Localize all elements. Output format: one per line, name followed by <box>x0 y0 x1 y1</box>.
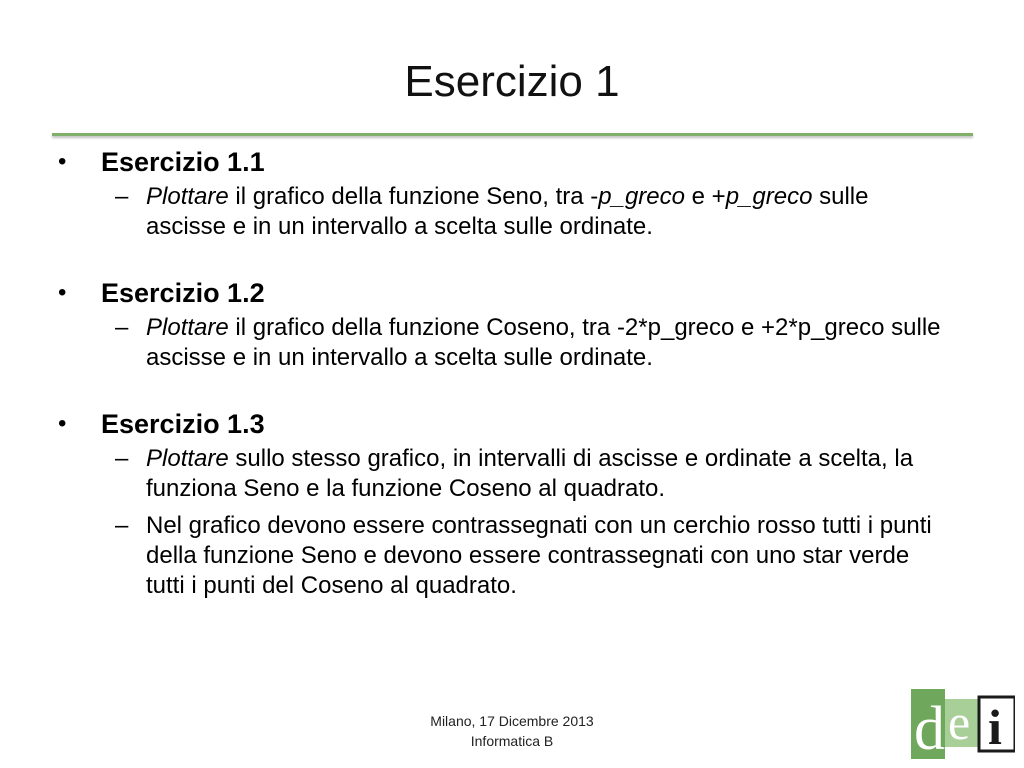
exercise-instruction <box>58 313 946 373</box>
dash-glyph: – <box>115 314 129 341</box>
bullet-glyph: • <box>58 148 67 175</box>
exercise-heading <box>58 276 958 310</box>
bullet-glyph: • <box>58 279 67 306</box>
instruction-text: sullo stesso grafico, in intervalli di ascisse e ordinate a scelta, la funziona Seno e la funzione Coseno al quadrato. <box>146 445 914 502</box>
instruction-text-italic: p_greco <box>725 183 813 210</box>
exercise-section <box>58 276 958 373</box>
instruction-text: il grafico della funzione Seno, tra - <box>228 183 599 210</box>
instruction-text: il grafico della funzione Coseno, tra -2*p_greco e +2*p_greco sulle ascisse e in un intervallo a scelta sulle ordinate. <box>146 314 941 371</box>
dash-glyph: – <box>115 512 129 539</box>
dash-glyph: – <box>115 183 129 210</box>
logo-letter-d: d <box>914 695 945 759</box>
exercise-instruction <box>58 182 946 242</box>
instruction-text: e + <box>685 183 726 210</box>
exercise-instruction <box>58 511 946 601</box>
footer-date: Milano, 17 Dicembre 2013 <box>430 713 594 729</box>
slide-content <box>58 145 958 601</box>
exercise-section <box>58 407 958 601</box>
exercise-heading-text: Esercizio 1.2 <box>101 278 265 308</box>
slide-title: Esercizio 1 <box>404 57 620 106</box>
bullet-glyph: • <box>58 410 67 437</box>
exercise-section <box>58 145 958 242</box>
exercise-instruction <box>58 444 946 504</box>
exercise-heading <box>58 407 958 441</box>
instruction-text-italic: Plottare <box>146 314 229 341</box>
logo-letter-i: i <box>988 699 1002 755</box>
dash-glyph: – <box>115 445 129 472</box>
exercise-heading-text: Esercizio 1.1 <box>101 147 265 177</box>
instruction-text-italic: Plottare <box>146 445 229 472</box>
instruction-text: Nel grafico devono essere contrassegnati con un cerchio rosso tutti i punti della funzione Seno e devono essere contrassegnati con uno star verde tutti i punti del Coseno al quadrato. <box>146 512 932 599</box>
instruction-text-italic: Plottare <box>146 183 229 210</box>
exercise-heading <box>58 145 958 179</box>
logo-letter-e: e <box>948 694 971 750</box>
footer-course: Informatica B <box>470 733 554 749</box>
instruction-text-italic: p_greco <box>598 183 685 210</box>
instruction-text: sulle ascisse e in un intervallo a scelta sulle ordinate. <box>146 183 869 240</box>
dei-logo-icon <box>911 689 1015 759</box>
footer <box>412 711 612 751</box>
title-divider <box>52 133 973 136</box>
exercise-heading-text: Esercizio 1.3 <box>101 409 265 439</box>
